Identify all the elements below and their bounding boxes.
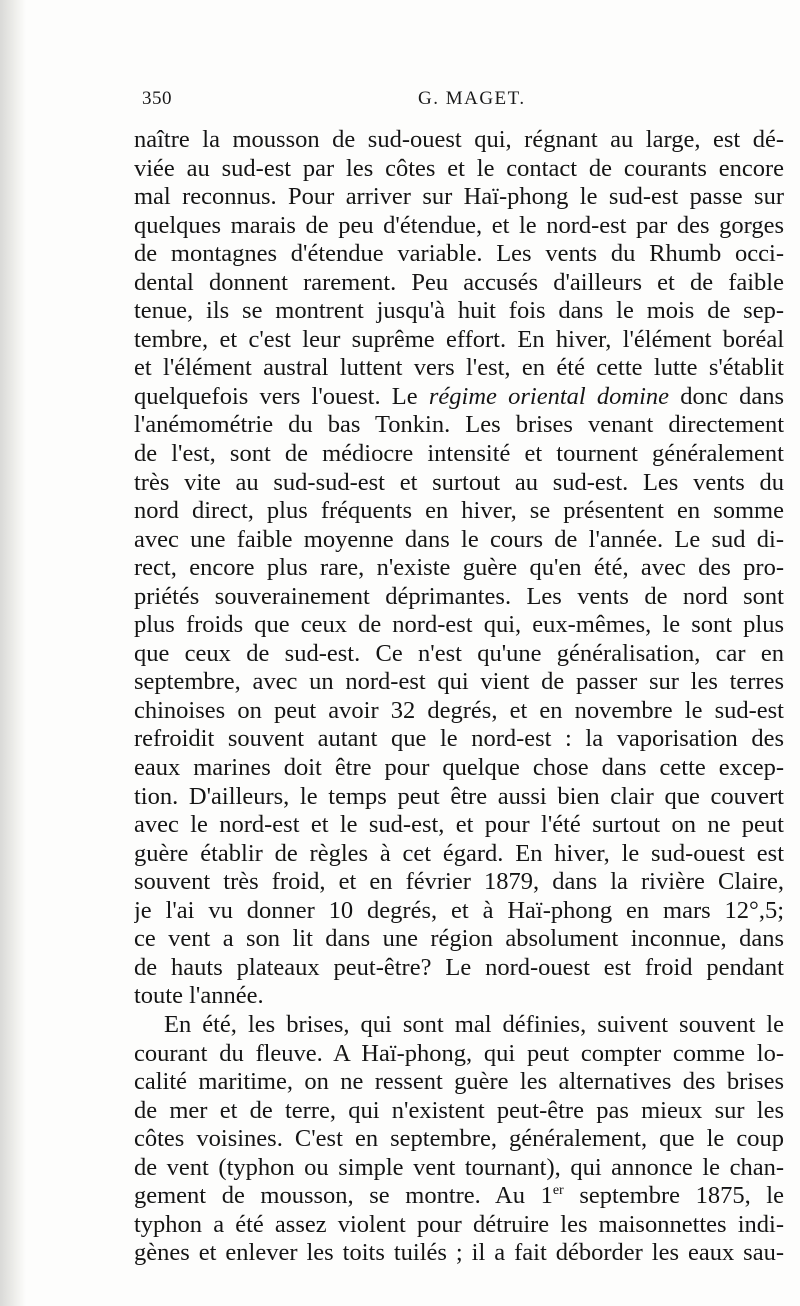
text-line: et l'élément austral luttent vers l'est, en été cette lutte s'établit [134,354,784,382]
text-segment: donc dans [669,382,784,410]
text-line [134,383,784,412]
text-line: très vite au sud-sud-est et surtout au sud-est. Les vents du [134,468,784,496]
text-line: nord direct, plus fréquents en hiver, se présentent en somme [134,497,784,525]
text-line: tenue, ils se montrent jusqu'à huit fois dans le mois de sep- [134,297,784,325]
text-line: plus froids que ceux de nord-est qui, eux-mêmes, le sont plus [134,611,784,639]
text-line: avec le nord-est et le sud-est, et pour l'été surtout on ne peut [134,811,784,839]
text-line: guère établir de règles à cet égard. En hiver, le sud-ouest est [134,839,784,867]
text-line: chinoises on peut avoir 32 degrés, et en novembre le sud-est [134,696,784,724]
page-number: 350 [142,88,172,109]
text-line: de l'est, sont de médiocre intensité et tournent généralement [134,440,784,468]
paragraph-last-line: toute l'année. [134,982,264,1010]
text-line: naître la mousson de sud-ouest qui, régnant au large, est dé- [134,126,784,153]
text-line: rect, encore plus rare, n'existe guère qu'en été, avec des pro- [134,554,784,582]
running-head [142,88,782,118]
text-line: de hauts plateaux peut-être? Le nord-ouest est froid pendant [134,953,784,981]
text-line: l'anémométrie du bas Tonkin. Les brises venant directement [134,411,784,439]
text-line: gènes et enlever les toits tuilés ; il a fait déborder les eaux sau- [134,1239,784,1267]
paragraph-first-line: En été, les brises, qui sont mal définies, suivent souvent le [164,1010,784,1038]
text-line: courant du fleuve. A Haï-phong, qui peut compter comme lo- [134,1039,784,1067]
text-line [134,1182,784,1211]
body-text [134,126,784,1268]
text-line: mal reconnus. Pour arriver sur Haï-phong le sud-est passe sur [134,183,784,211]
text-line: typhon a été assez violent pour détruire les maisonnettes indi- [134,1210,784,1238]
text-line: viée au sud-est par les côtes et le contact de courants encore [134,154,784,182]
italic-phrase: régime oriental domine [428,382,670,410]
text-line: refroidit souvent autant que le nord-est : la vaporisation des [134,725,784,753]
text-line: que ceux de sud-est. Ce n'est qu'une généralisation, car en [134,639,784,667]
text-segment: quelquefois vers l'ouest. Le [134,382,429,410]
text-line: eaux marines doit être pour quelque chose dans cette excep- [134,754,784,782]
text-line: de montagnes d'étendue variable. Les vents du Rhumb occi- [134,240,784,268]
text-line: ce vent a son lit dans une région absolument inconnue, dans [134,925,784,953]
text-segment: gement de mousson, se montre. Au 1 [134,1182,553,1210]
text-line: de vent (typhon ou simple vent tournant), qui annonce le chan- [134,1153,784,1181]
text-line: priétés souverainement déprimantes. Les vents de nord sont [134,582,784,610]
page-gutter-shadow [0,0,26,1306]
text-line: tembre, et c'est leur suprême effort. En hiver, l'élément boréal [134,325,784,353]
text-line: de mer et de terre, qui n'existent peut-être pas mieux sur les [134,1096,784,1124]
text-segment: septembre 1875, le [563,1182,784,1210]
ordinal-superscript: er [552,1183,564,1199]
text-line: tion. D'ailleurs, le temps peut être aussi bien clair que couvert [134,782,784,810]
text-line: septembre, avec un nord-est qui vient de passer sur les terres [134,668,784,696]
text-line: calité maritime, on ne ressent guère les alternatives des brises [134,1068,784,1096]
text-line: quelques marais de peu d'étendue, et le nord-est par des gorges [134,211,784,239]
text-line: je l'ai vu donner 10 degrés, et à Haï-phong en mars 12°,5; [134,896,784,924]
running-head-author: G. MAGET. [418,88,526,109]
text-line: avec une faible moyenne dans le cours de l'année. Le sud di- [134,525,784,553]
text-line: côtes voisines. C'est en septembre, généralement, que le coup [134,1125,784,1153]
text-line: souvent très froid, et en février 1879, dans la rivière Claire, [134,868,784,896]
text-line: dental donnent rarement. Peu accusés d'ailleurs et de faible [134,268,784,296]
